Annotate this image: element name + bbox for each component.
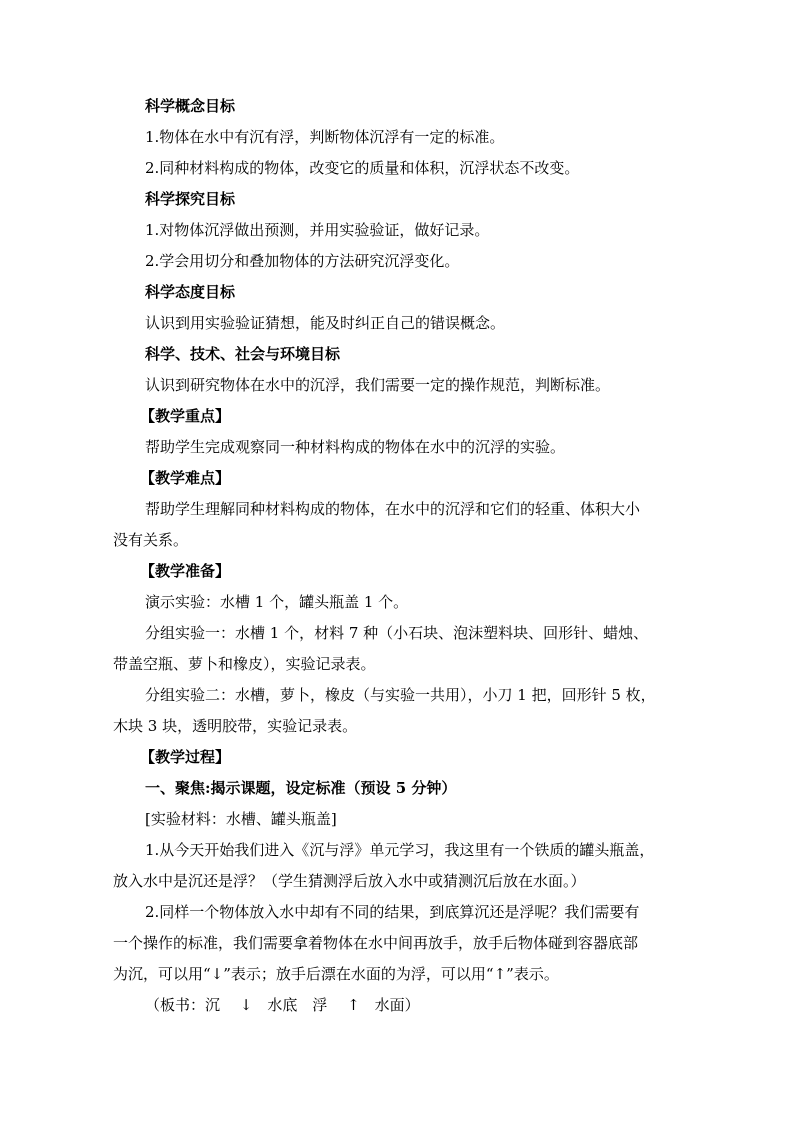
heading-teaching-focus: 【教学重点】 xyxy=(140,407,231,425)
heading-teaching-preparation: 【教学准备】 xyxy=(140,562,231,580)
paragraph-continuation: 带盖空瓶、萝卜和橡皮），实验记录表。 xyxy=(113,655,376,673)
heading-section-one: 一、聚焦:揭示课题，设定标准（预设 5 分钟） xyxy=(145,779,457,797)
board-writing-note: （板书：沉 ↓ 水底 浮 ↑ 水面） xyxy=(145,996,420,1014)
paragraph-continuation: 一个操作的标准，我们需要拿着物体在水中间再放手，放手后物体碰到容器底部 xyxy=(113,934,639,952)
paragraph: 帮助学生完成观察同一种材料构成的物体在水中的沉浮的实验。 xyxy=(145,438,566,456)
paragraph: 2.同种材料构成的物体，改变它的质量和体积，沉浮状态不改变。 xyxy=(145,159,580,177)
paragraph-continuation: 为沉，可以用“↓”表示；放手后漂在水面的为浮，可以用“↑”表示。 xyxy=(113,965,559,983)
paragraph: 认识到研究物体在水中的沉浮，我们需要一定的操作规范，判断标准。 xyxy=(145,376,611,394)
paragraph: 认识到用实验验证猜想，能及时纠正自己的错误概念。 xyxy=(145,314,506,332)
paragraph: 2.学会用切分和叠加物体的方法研究沉浮变化。 xyxy=(145,252,460,270)
paragraph: 1.从今天开始我们进入《沉与浮》单元学习，我这里有一个铁质的罐头瓶盖， xyxy=(145,841,655,859)
heading-teaching-difficulty: 【教学难点】 xyxy=(140,469,231,487)
paragraph: 帮助学生理解同种材料构成的物体，在水中的沉浮和它们的轻重、体积大小 xyxy=(145,500,641,518)
heading-science-attitude-goals: 科学态度目标 xyxy=(145,283,236,301)
paragraph-continuation: 木块 3 块，透明胶带，实验记录表。 xyxy=(113,717,358,735)
paragraph: 2.同样一个物体放入水中却有不同的结果，到底算沉还是浮呢？我们需要有 xyxy=(145,903,640,921)
paragraph: 演示实验：水槽 1 个，罐头瓶盖 1 个。 xyxy=(145,593,409,611)
paragraph-continuation: 放入水中是沉还是浮？（学生猜测浮后放入水中或猜测沉后放在水面。） xyxy=(113,872,586,890)
paragraph-continuation: 没有关系。 xyxy=(113,531,189,549)
heading-science-concept-goals: 科学概念目标 xyxy=(145,97,236,115)
heading-teaching-process: 【教学过程】 xyxy=(140,748,231,766)
paragraph: 1.物体在水中有沉有浮，判断物体沉浮有一定的标准。 xyxy=(145,128,505,146)
heading-stse-goals: 科学、技术、社会与环境目标 xyxy=(145,345,341,363)
paragraph: 1.对物体沉浮做出预测，并用实验验证，做好记录。 xyxy=(145,221,490,239)
paragraph: [实验材料：水槽、罐头瓶盖] xyxy=(145,810,337,828)
paragraph: 分组实验二：水槽，萝卜，橡皮（与实验一共用），小刀 1 把，回形针 5 枚， xyxy=(145,686,656,704)
heading-science-inquiry-goals: 科学探究目标 xyxy=(145,190,236,208)
paragraph: 分组实验一：水槽 1 个，材料 7 种（小石块、泡沫塑料块、回形针、蜡烛、 xyxy=(145,624,649,642)
